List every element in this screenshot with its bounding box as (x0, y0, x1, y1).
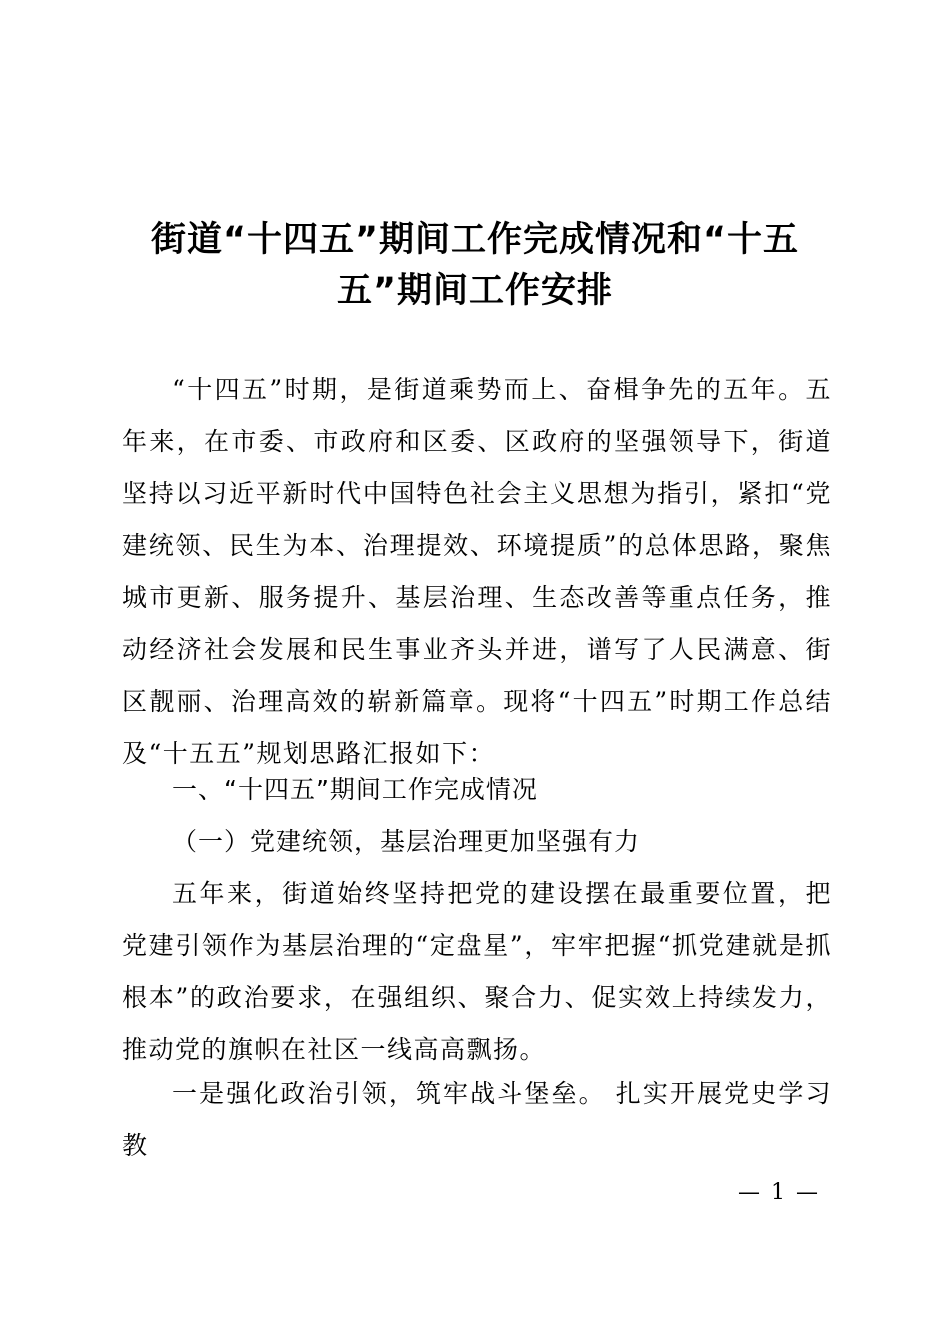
document-title-line-2: 五”期间工作安排 (336, 271, 613, 311)
body-paragraph-continued: 一是强化政治引领，筑牢战斗堡垒。 扎实开展党史学习教 (122, 1079, 832, 1160)
document-title-line-1: 街道“十四五”期间工作完成情况和“十五 (150, 220, 799, 260)
section-heading: 一、“十四五”期间工作完成情况 (172, 775, 538, 804)
body-paragraph: 五年来，街道始终坚持把党的建设摆在最重要位置，把党建引领作为基层治理的“定盘星”，牢牢把握“抓党建就是抓根本”的政治要求，在强组织、聚合力、促实效上持续发力，推动党的旗帜在社区一线高高飘扬。 (122, 879, 832, 1064)
subsection-heading: （一）党建统领，基层治理更加坚强有力 (172, 827, 641, 856)
page-number: — 1 — (738, 1180, 820, 1205)
intro-paragraph: “十四五”时期，是街道乘势而上、奋楫争先的五年。五年来，在市委、市政府和区委、区政府的坚强领导下，街道坚持以习近平新时代中国特色社会主义思想为指引，紧扣“党建统领、民生为本、治理提效、环境提质”的总体思路，聚焦城市更新、服务提升、基层治理、生态改善等重点任务，推动经济社会发展和民生事业齐头并进，谱写了人民满意、街区靓丽、治理高效的崭新篇章。现将“十四五”时期工作总结及“十五五”规划思路汇报如下： (122, 375, 832, 768)
